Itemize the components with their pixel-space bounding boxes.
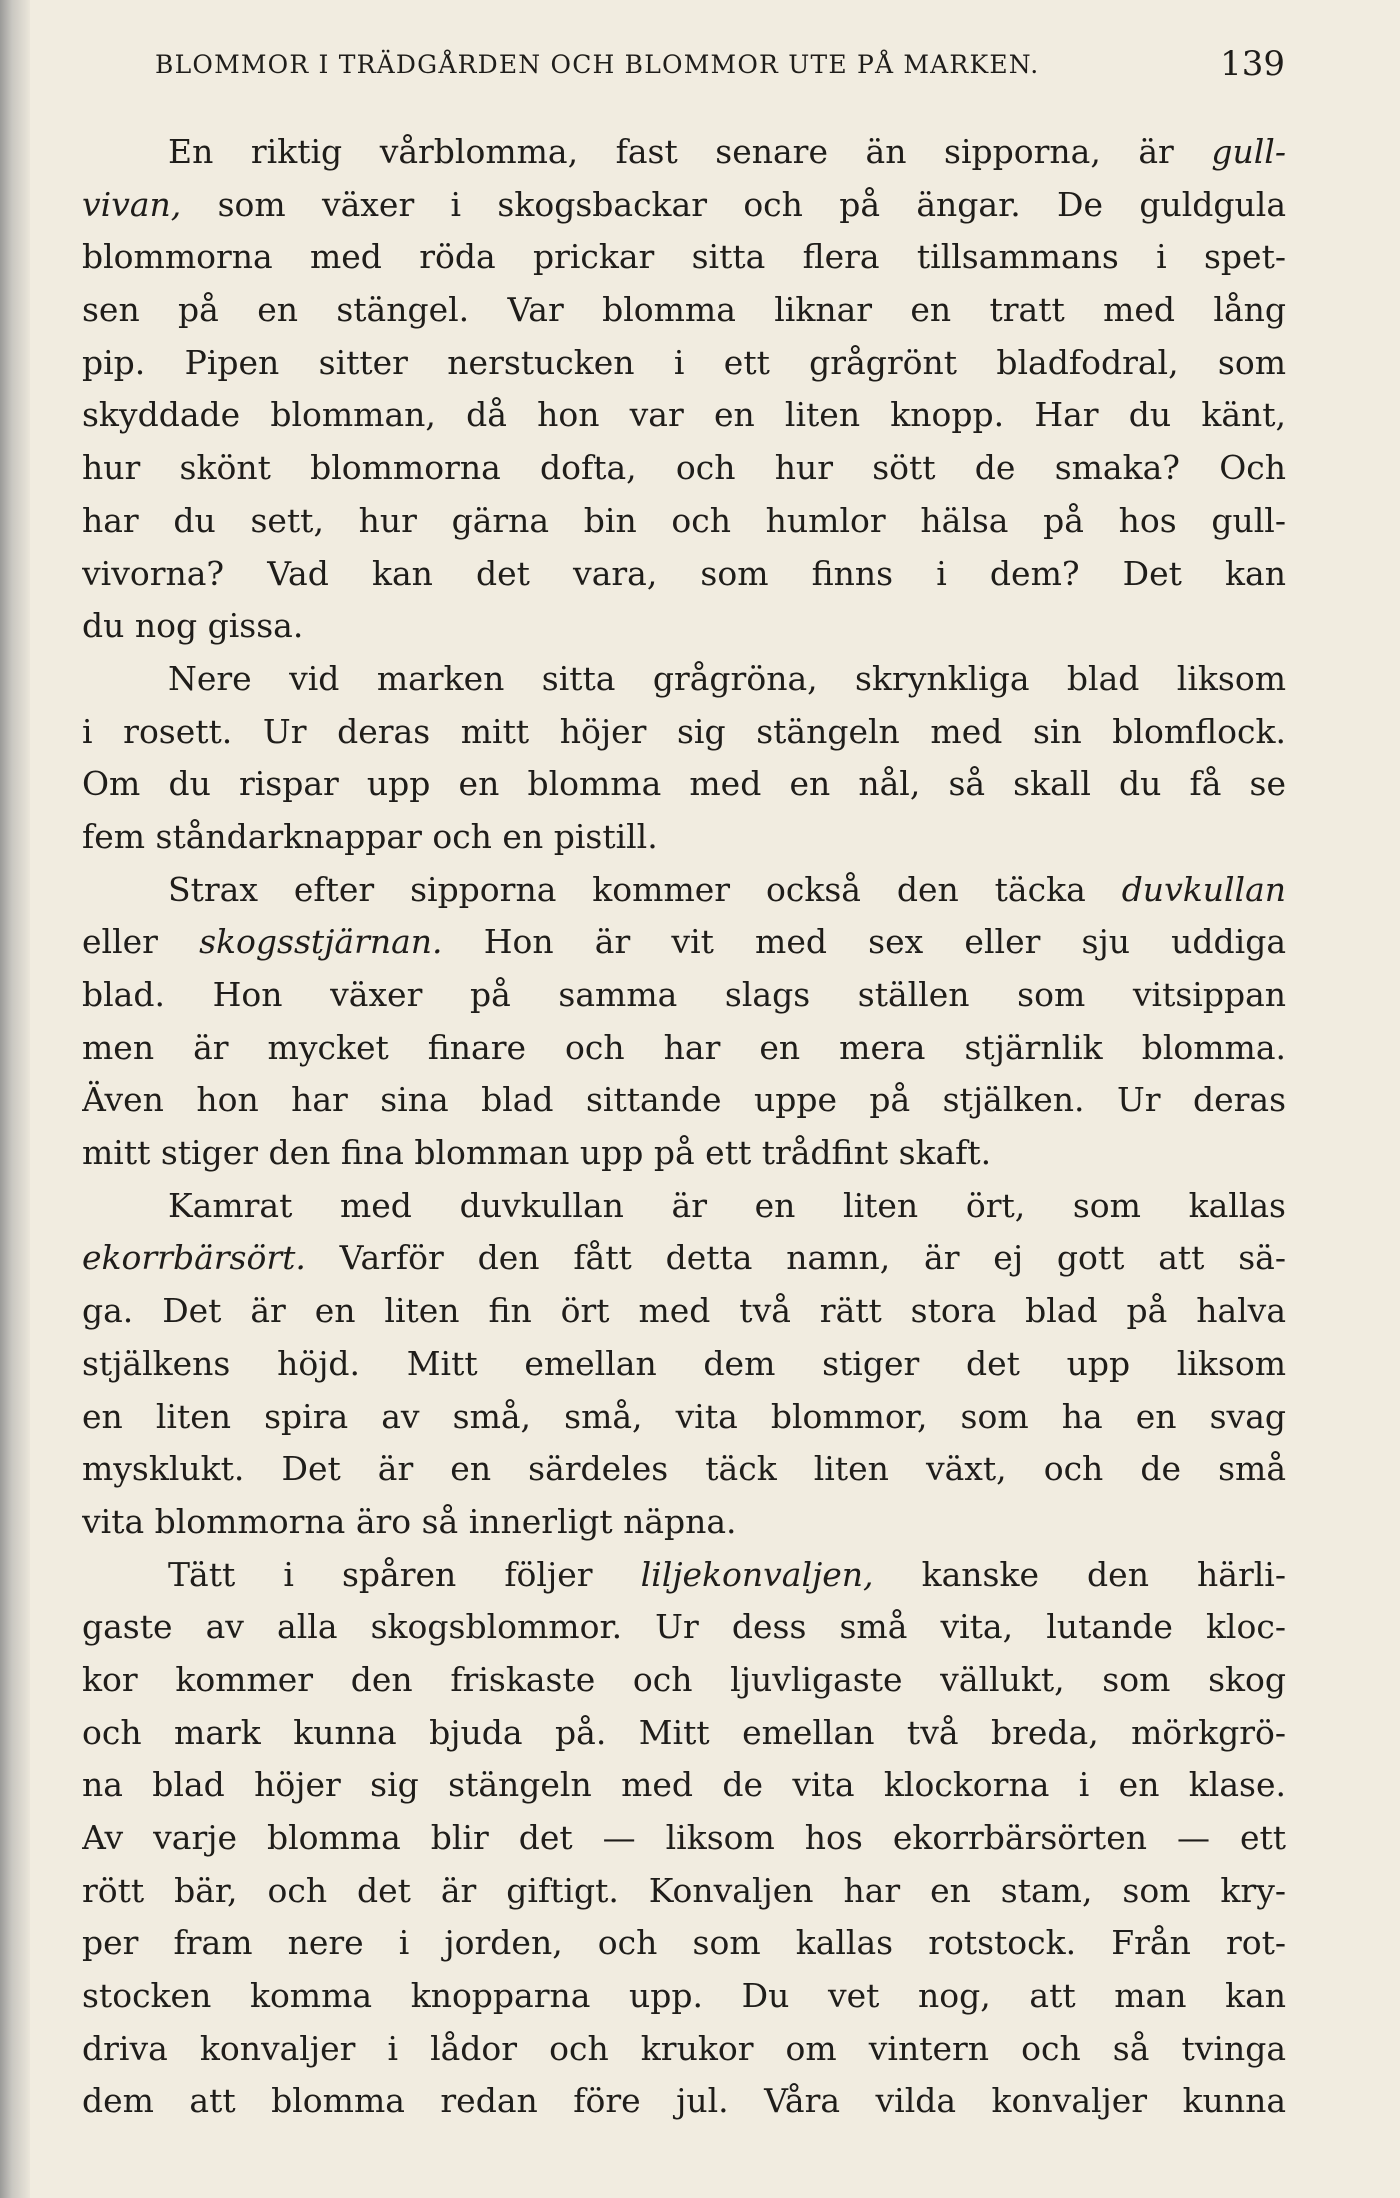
text-line [82,442,1286,495]
text-run: hur skönt blommorna dofta, och hur sött de smaka? Och [82,448,1286,488]
text-run: stjälkens höjd. Mitt emellan dem stiger det upp liksom [82,1343,1286,1383]
text-line [82,1496,1286,1549]
text-run: Varför den fått detta namn, är ej gott att sä- [305,1238,1286,1278]
text-line [82,916,1286,969]
text-run: driva konvaljer i lådor och krukor om vintern och så tvinga [82,2028,1286,2068]
italic-term: duvkullan [1121,869,1286,909]
text-run: stocken komma knopparna upp. Du vet nog, att man kan [82,1976,1286,2016]
text-line [82,1601,1286,1654]
italic-term: liljekonvaljen, [640,1554,874,1594]
text-line [82,864,1286,917]
text-line [82,1549,1286,1602]
text-line [82,2075,1286,2128]
text-run: i rosett. Ur deras mitt höjer sig stängeln med sin blomflock. [82,711,1286,751]
text-run: dem att blomma redan före jul. Våra vilda konvaljer kunna [82,2081,1286,2121]
text-line [82,1127,1286,1180]
text-run: per fram nere i jorden, och som kallas rotstock. Från rot- [82,1923,1286,1963]
text-line [82,706,1286,759]
text-line [82,1443,1286,1496]
text-line [82,758,1286,811]
text-run: skyddade blomman, då hon var en liten knopp. Har du känt, [82,395,1286,435]
text-line [82,2023,1286,2076]
text-line [82,811,1286,864]
text-run: Strax efter sipporna kommer också den täcka [168,869,1122,909]
text-line [82,548,1286,601]
text-run: vivorna? Vad kan det vara, som finns i dem? Det kan [82,553,1286,593]
text-line [82,337,1286,390]
italic-term: gull- [1211,132,1286,171]
text-run: men är mycket finare och har en mera stjärnlik blomma. [82,1027,1286,1067]
running-head [155,44,1285,94]
text-run: Även hon har sina blad sittande uppe på stjälken. Ur deras [82,1080,1286,1120]
text-line [82,600,1286,653]
text-run: ga. Det är en liten fin ört med två rätt stora blad på halva [82,1291,1286,1331]
text-line [82,495,1286,548]
text-line [82,1180,1286,1233]
text-line [82,1707,1286,1760]
text-line [82,126,1286,179]
text-run: fem ståndarknappar och en pistill. [82,816,658,856]
text-run: na blad höjer sig stängeln med de vita klockorna i en klase. [82,1765,1286,1805]
text-run: mitt stiger den fina blomman upp på ett trådfint skaft. [82,1133,992,1173]
text-run: pip. Pipen sitter nerstucken i ett grågrönt bladfodral, som [82,342,1286,382]
text-run: Kamrat med duvkullan är en liten ört, som kallas [168,1185,1286,1225]
body-text [82,126,1286,2128]
text-line [82,1759,1286,1812]
text-run: Tätt i spåren följer [168,1554,641,1594]
text-line [82,1654,1286,1707]
text-run: kanske den härli- [873,1554,1286,1594]
text-line [82,284,1286,337]
text-line [82,969,1286,1022]
text-line [82,389,1286,442]
text-run: som växer i skogsbackar och på ängar. De guldgula [181,184,1286,224]
text-line [82,653,1286,706]
text-run: mysklukt. Det är en särdeles täck liten växt, och de små [82,1449,1286,1489]
text-run: eller [82,922,200,962]
text-line [82,1865,1286,1918]
text-line [82,179,1286,232]
text-run: vita blommorna äro så innerligt näpna. [82,1501,737,1541]
text-line [82,1232,1286,1285]
text-line [82,1338,1286,1391]
text-line [82,231,1286,284]
text-run: kor kommer den friskaste och ljuvligaste vällukt, som skog [82,1659,1286,1699]
text-run: har du sett, hur gärna bin och humlor hälsa på hos gull- [82,500,1286,540]
text-run: sen på en stängel. Var blomma liknar en tratt med lång [82,290,1286,330]
text-line [82,1074,1286,1127]
text-line [82,1022,1286,1075]
italic-term: vivan, [82,184,182,224]
text-run: en liten spira av små, små, vita blommor, som ha en svag [82,1396,1286,1436]
text-run: Nere vid marken sitta grågröna, skrynkliga blad liksom [168,658,1286,698]
italic-term: ekorrbärsört. [82,1238,306,1278]
text-run: rött bär, och det är giftigt. Konvaljen har en stam, som kry- [82,1870,1286,1910]
text-run: En riktig vårblomma, fast senare än sipporna, är [168,132,1212,171]
text-line [82,1391,1286,1444]
text-line [82,1285,1286,1338]
text-line [82,1917,1286,1970]
text-run: blad. Hon växer på samma slags ställen som vitsippan [82,975,1286,1014]
text-run: och mark kunna bjuda på. Mitt emellan två breda, mörkgrö- [82,1712,1286,1752]
text-run: blommorna med röda prickar sitta flera tillsammans i spet- [82,237,1286,277]
running-head-title: BLOMMOR I TRÄDGÅRDEN OCH BLOMMOR UTE PÅ MARKEN. [155,50,1040,79]
text-run: du nog gissa. [82,606,304,646]
text-run: Hon är vit med sex eller sju uddiga [442,922,1286,962]
text-run: Av varje blomma blir det — liksom hos ekorrbärsörten — ett [82,1818,1286,1857]
text-run: gaste av alla skogsblommor. Ur dess små vita, lutande kloc- [82,1607,1286,1647]
page-number: 139 [1220,44,1285,84]
text-line [82,1812,1286,1865]
text-run: Om du rispar upp en blomma med en nål, så skall du få se [82,764,1286,804]
italic-term: skogsstjärnan. [199,922,443,962]
text-line [82,1970,1286,2023]
